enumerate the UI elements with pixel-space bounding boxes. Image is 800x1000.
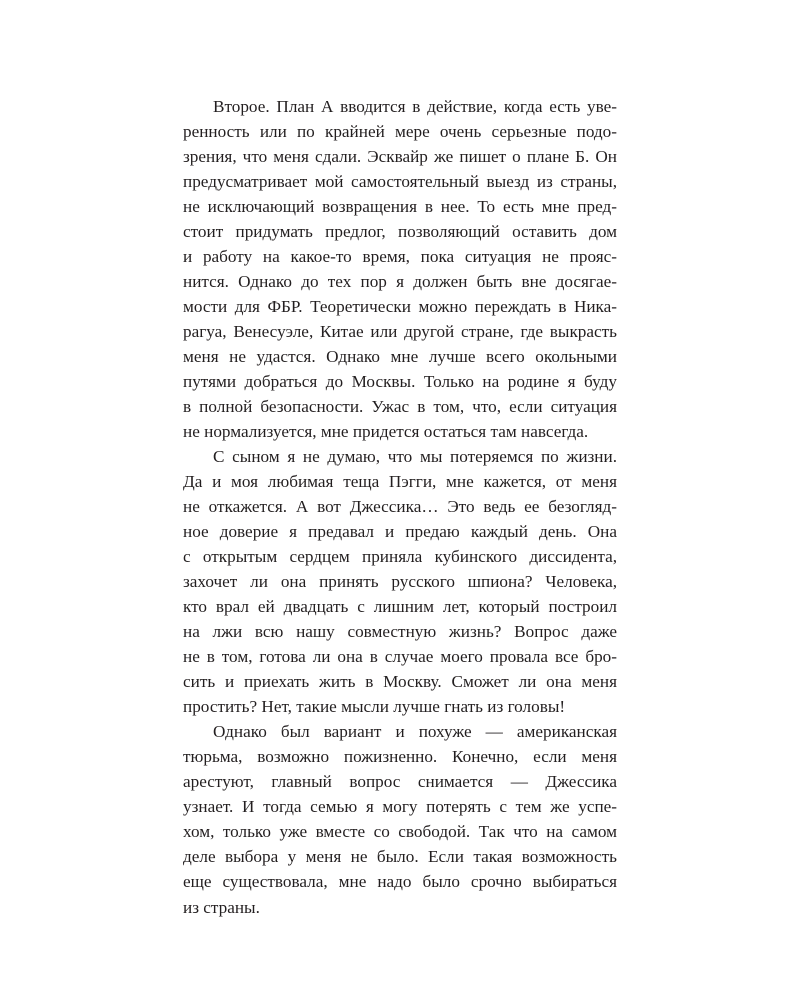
text-line: не откажется. А вот Джессика… Это ведь ее безогляд- (183, 497, 617, 517)
text-line: Да и моя любимая теща Пэгги, мне кажется, от меня (183, 472, 617, 492)
text-line: не в том, готова ли она в случае моего провала все бро- (183, 647, 617, 667)
text-line: деле выбора у меня не было. Если такая возможность (183, 847, 617, 867)
text-line: с открытым сердцем приняла кубинского диссидента, (183, 547, 617, 567)
text-line: на лжи всю нашу совместную жизнь? Вопрос даже (183, 622, 617, 642)
paragraph (183, 719, 617, 919)
text-line: и работу на какое-то время, пока ситуация не прояс- (183, 247, 617, 267)
text-line: из страны. (183, 897, 260, 917)
text-line: ренность или по крайней мере очень серьезные подо- (183, 122, 617, 142)
text-line: тюрьма, возможно пожизненно. Конечно, если меня (183, 747, 617, 767)
text-line: мости для ФБР. Теоретически можно переждать в Ника- (183, 297, 617, 317)
text-line: простить? Нет, такие мысли лучше гнать из головы! (183, 697, 566, 717)
text-line: не исключающий возвращения в нее. То есть мне пред- (183, 197, 617, 217)
text-line: путями добраться до Москвы. Только на родине я буду (183, 372, 617, 392)
text-line: Второе. План А вводится в действие, когда есть уве- (213, 97, 617, 116)
text-line: еще существовала, мне надо было срочно выбираться (183, 872, 617, 892)
book-page-text (183, 94, 617, 920)
paragraph (183, 444, 617, 719)
text-line: ное доверие я предавал и предаю каждый день. Она (183, 522, 617, 542)
text-line: С сыном я не думаю, что мы потеряемся по жизни. (213, 447, 617, 467)
text-line: кто врал ей двадцать с лишним лет, который построил (183, 597, 617, 617)
text-line: Однако был вариант и похуже — американская (213, 722, 617, 742)
text-line: стоит придумать предлог, позволяющий оставить дом (183, 222, 617, 242)
text-line: захочет ли она принять русского шпиона? Человека, (183, 572, 617, 592)
text-line: рагуа, Венесуэле, Китае или другой стране, где выкрасть (183, 322, 617, 342)
text-line: не нормализуется, мне придется остаться там навсегда. (183, 422, 589, 442)
text-line: сить и приехать жить в Москву. Сможет ли она меня (183, 672, 617, 692)
text-line: нится. Однако до тех пор я должен быть вне досягае- (183, 272, 617, 292)
text-line: арестуют, главный вопрос снимается — Джессика (183, 772, 617, 792)
paragraph (183, 94, 617, 444)
text-line: меня не удастся. Однако мне лучше всего окольными (183, 347, 617, 367)
text-line: предусматривает мой самостоятельный выезд из страны, (183, 172, 617, 192)
text-line: зрения, что меня сдали. Эсквайр же пишет о плане Б. Он (183, 147, 617, 167)
text-line: в полной безопасности. Ужас в том, что, если ситуация (183, 397, 617, 417)
text-line: хом, только уже вместе со свободой. Так что на самом (183, 822, 617, 842)
text-line: узнает. И тогда семью я могу потерять с тем же успе- (183, 797, 617, 817)
